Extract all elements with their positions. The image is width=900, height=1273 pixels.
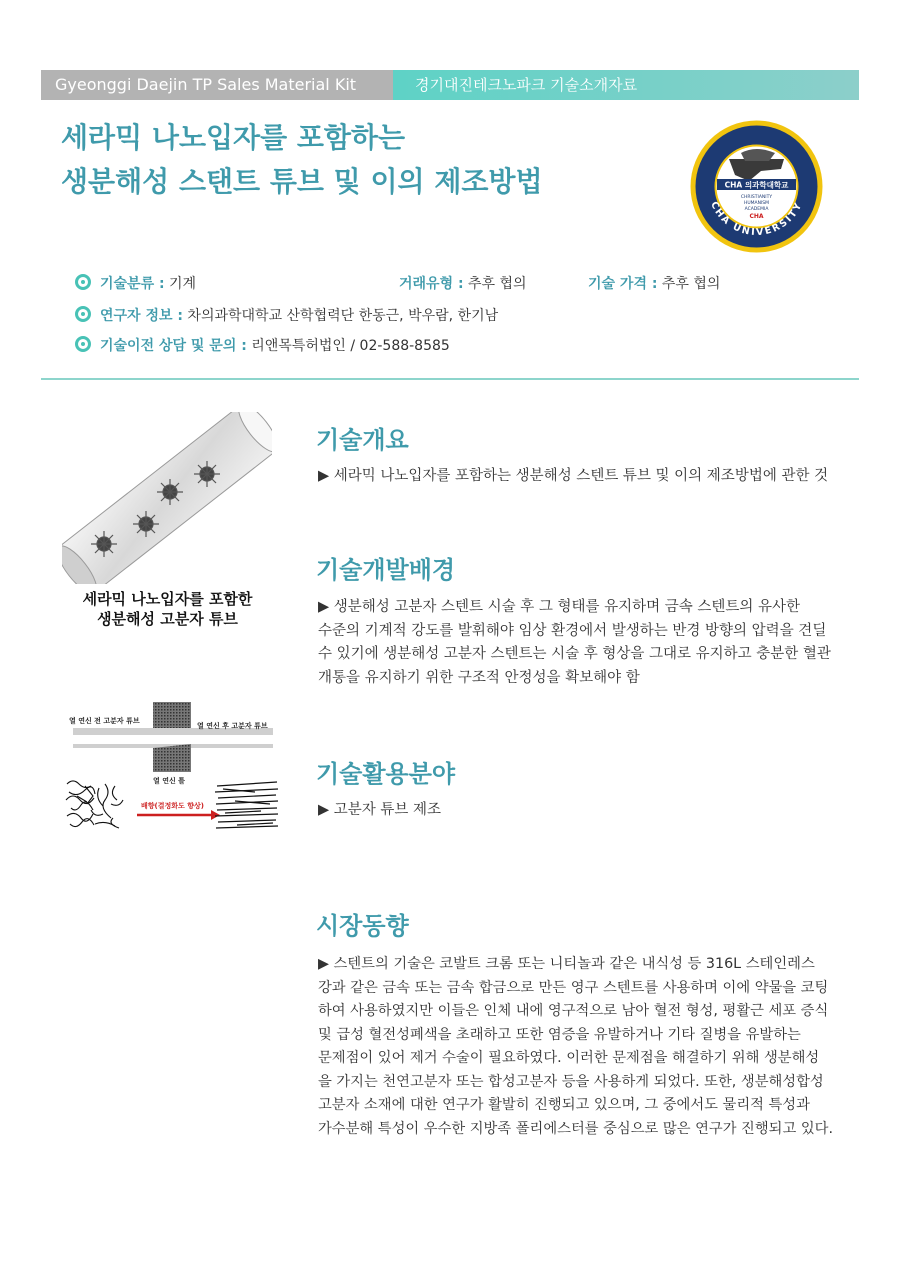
contact-value: 리앤목특허법인 / 02-588-8585 bbox=[246, 338, 450, 354]
info-deal bbox=[399, 273, 527, 293]
label-orientation-arrow: 배향(결정화도 향상) bbox=[141, 802, 204, 810]
cha-university-logo bbox=[689, 119, 824, 254]
info-row-3 bbox=[75, 335, 450, 355]
section-title-background: 기술개발배경 bbox=[316, 556, 456, 584]
deal-label: 거래유형 : bbox=[399, 276, 464, 292]
market-line: 을 가지는 천연고분자 또는 합성고분자 등을 사용하게 되었다. 또한, 생분해성합성 bbox=[318, 1073, 824, 1090]
logo-motto-2: HUMANISM bbox=[743, 201, 770, 206]
section-title-overview: 기술개요 bbox=[316, 426, 409, 454]
circle-bullet-icon bbox=[75, 306, 91, 322]
info-row-1 bbox=[75, 273, 196, 293]
section-body-market bbox=[318, 953, 878, 1141]
background-line: 수준의 기계적 강도를 발휘해야 임상 환경에서 발생하는 반경 방향의 압력을 견딜 bbox=[318, 622, 827, 639]
logo-mark: CHA bbox=[749, 213, 764, 220]
header-right: 경기대진테크노파크 기술소개자료 bbox=[393, 70, 859, 100]
stretching-diagram bbox=[65, 700, 280, 840]
market-line: 강과 같은 금속 또는 금속 합금으로 만든 영구 스텐트를 사용하며 이에 약물을 코팅 bbox=[318, 979, 829, 996]
section-body-application: ▶ 고분자 튜브 제조 bbox=[318, 802, 442, 818]
contact-label: 기술이전 상담 및 문의 : bbox=[100, 338, 247, 354]
logo-name: CHA 의과학대학교 bbox=[724, 180, 789, 190]
market-line: ▶ 스텐트의 기술은 코발트 크롬 또는 니티놀과 같은 내식성 등 316L 스테인레스 bbox=[318, 956, 815, 972]
header-left: Gyeonggi Daejin TP Sales Material Kit bbox=[41, 70, 393, 100]
section-title-market: 시장동향 bbox=[316, 912, 409, 940]
figure1-caption-line-1: 세라믹 나노입자를 포함한 bbox=[82, 590, 253, 608]
category-label: 기술분류 : bbox=[100, 276, 165, 292]
title-line-1: 세라믹 나노입자를 포함하는 bbox=[61, 121, 406, 154]
background-line: 수 있기에 생분해성 고분자 스텐트는 시술 후 형상을 그대로 유지하고 충분한 혈관 bbox=[318, 646, 831, 662]
section-body-background bbox=[318, 596, 874, 690]
market-line: 가수분해 특성이 우수한 지방족 폴리에스터를 중심으로 많은 연구가 진행되고 있다. bbox=[318, 1120, 834, 1137]
logo-motto-1: CHRISTIANITY bbox=[740, 195, 773, 200]
figure1-caption-line-2: 생분해성 고분자 튜브 bbox=[97, 610, 238, 628]
title-line-2: 생분해성 스탠트 튜브 및 이의 제조방법 bbox=[61, 165, 543, 198]
market-line: 문제점이 있어 제거 수술이 필요하였다. 이러한 문제점을 해결하기 위해 생분해성 bbox=[318, 1050, 820, 1066]
circle-bullet-icon bbox=[75, 336, 91, 352]
researcher-label: 연구자 정보 : bbox=[100, 308, 183, 324]
market-line: 고분자 소재에 대한 연구가 활발히 진행되고 있으며, 그 중에서도 물리적 특성과 bbox=[318, 1097, 810, 1113]
price-label: 기술 가격 : bbox=[588, 276, 658, 292]
label-after-stretch: 열 연신 후 고분자 튜브 bbox=[197, 722, 268, 730]
section-title-application: 기술활용분야 bbox=[316, 760, 456, 788]
info-row-2 bbox=[75, 305, 498, 325]
header-banner bbox=[41, 70, 859, 100]
figure1-caption bbox=[60, 589, 275, 629]
deal-value: 추후 협의 bbox=[463, 276, 527, 292]
background-line: ▶ 생분해성 고분자 스텐트 시술 후 그 형태를 유지하며 금속 스텐트의 유사한 bbox=[318, 599, 801, 615]
label-before-stretch: 열 연신 전 고분자 튜브 bbox=[69, 717, 140, 725]
info-price bbox=[588, 273, 720, 293]
price-value: 추후 협의 bbox=[657, 276, 721, 292]
logo-ring-text: CHA UNIVERSITY bbox=[708, 199, 805, 239]
background-line: 개통을 유지하기 위한 구조적 안정성을 확보해야 함 bbox=[318, 669, 640, 686]
label-mold: 열 연신 틀 bbox=[153, 777, 185, 785]
market-line: 하여 사용하였지만 이들은 인체 내에 영구적으로 남아 혈전 형성, 평활근 세포 증식 bbox=[318, 1003, 829, 1019]
section-body-overview: ▶ 세라믹 나노입자를 포함하는 생분해성 스텐트 튜브 및 이의 제조방법에 관한 것 bbox=[318, 468, 829, 484]
logo-motto-3: ACADEMIA bbox=[744, 207, 769, 212]
section-divider bbox=[41, 378, 859, 380]
circle-bullet-icon bbox=[75, 274, 91, 290]
page-title bbox=[61, 116, 661, 204]
category-value: 기계 bbox=[164, 276, 197, 292]
tube-illustration bbox=[62, 412, 272, 584]
market-line: 및 급성 혈전성폐색을 초래하고 또한 염증을 유발하거나 기타 질병을 유발하는 bbox=[318, 1026, 801, 1043]
researcher-value: 차의과학대학교 산학협력단 한동근, 박우람, 한기남 bbox=[182, 308, 499, 324]
